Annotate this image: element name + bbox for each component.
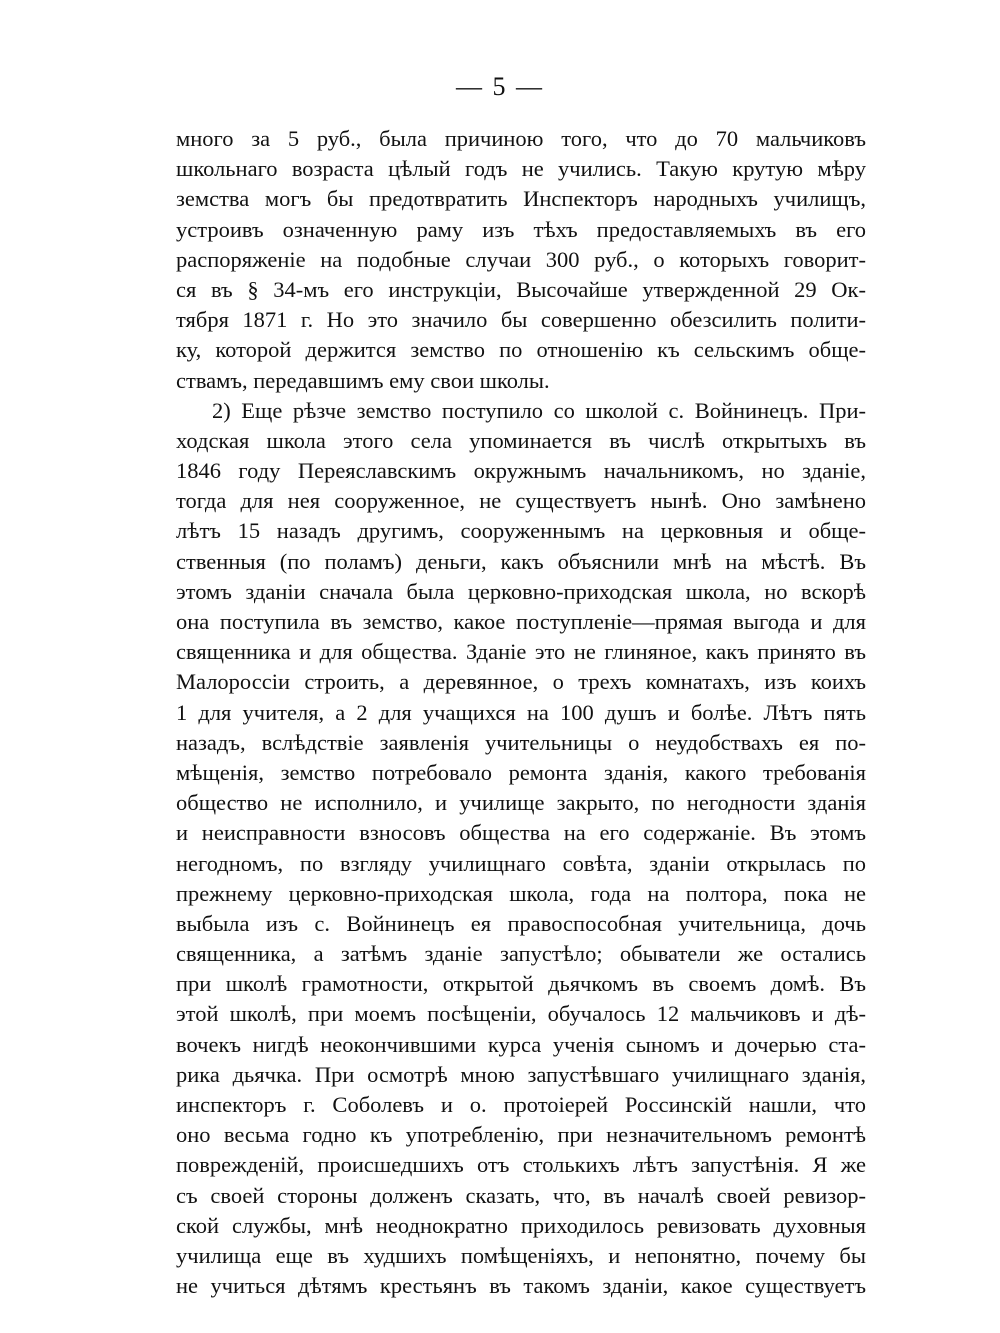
text-line: тогда для нея сооруженное, не существуетъ нынѣ. Оно замѣнено — [176, 488, 866, 514]
text-line: ся въ § 34-мъ его инструкціи, Высочайше утвержденной 29 Ок- — [176, 276, 866, 302]
text-line: тября 1871 г. Но это значило бы совершенно обезсилить полити- — [176, 307, 866, 333]
text-line: она поступила въ земство, какое поступленіе—прямая выгода и для — [176, 609, 866, 634]
text-line: ской службы, мнѣ неоднократно приходилось ревизовать духовныя — [176, 1212, 866, 1238]
text-line: назадъ, вслѣдствіе заявленія учительницы о неудобствахъ ея по- — [176, 729, 866, 755]
text-line: поврежденій, происшедшихъ отъ столькихъ лѣтъ запустѣнія. Я же — [176, 1152, 866, 1178]
text-line: земства могъ бы предотвратить Инспекторъ народныхъ училищъ, — [176, 186, 866, 212]
text-line: вочекъ нигдѣ неокончившими курса ученія сыномъ и дочерью ста- — [176, 1031, 866, 1057]
text-line: этой школѣ, при моемъ посѣщеніи, обучалось 12 мальчиковъ и дѣ- — [176, 1001, 866, 1027]
text-line: ку, которой держится земство по отношенію къ сельскимъ обще- — [176, 337, 866, 363]
text-line: этомъ зданіи сначала была церковно-приходская школа, но вскорѣ — [176, 578, 866, 604]
page-number: — 5 — — [456, 72, 544, 101]
text-line: оно весьма годно къ употребленію, при незначительномъ ремонтѣ — [176, 1122, 866, 1148]
text-line: священника и для общества. Зданіе это не глиняное, какъ принято въ — [176, 639, 866, 665]
text-line: лѣтъ 15 назадъ другимъ, сооруженнымъ на церковныя и обще- — [176, 518, 866, 544]
text-line: устроивъ означенную раму изъ тѣхъ предоставляемыхъ въ его — [176, 216, 866, 242]
text-line: училища еще въ худшихъ помѣщеніяхъ, и непонятно, почему бы — [176, 1242, 866, 1268]
text-line: общество не исполнило, и училище закрыто, по негодности зданія — [176, 790, 866, 816]
text-line: при школѣ грамотности, открытой дьячкомъ въ своемъ домѣ. Въ — [176, 971, 866, 997]
text-line: ственныя (по поламъ) деньги, какъ объяснили мнѣ на мѣстѣ. Въ — [176, 548, 866, 574]
text-line: инспекторъ г. Соболевъ и о. протоіерей Россинскій нашли, что — [176, 1092, 866, 1117]
text-line: 1846 году Переяславскимъ окружнымъ начальникомъ, но зданіе, — [176, 458, 866, 484]
body-text — [176, 124, 866, 1301]
text-line: 2) Еще рѣзче земство поступило со школой с. Войнинецъ. При- — [212, 397, 866, 423]
text-line: 1 для учителя, а 2 для учащихся на 100 душъ и болѣе. Лѣтъ пять — [176, 699, 866, 725]
text-line: съ своей стороны долженъ сказать, что, въ началѣ своей ревизор- — [176, 1182, 866, 1208]
text-line: мѣщенія, земство потребовало ремонта зданія, какого требованія — [176, 759, 866, 785]
text-line: ходская школа этого села упоминается въ числѣ открытыхъ въ — [176, 427, 866, 453]
text-line: много за 5 руб., была причиною того, что до 70 мальчиковъ — [176, 126, 866, 151]
text-line: священника, а затѣмъ зданіе запустѣло; обыватели же остались — [176, 941, 866, 967]
text-line: не учиться дѣтямъ крестьянъ въ такомъ зданіи, какое существуетъ — [176, 1273, 866, 1299]
text-line: школьнаго возраста цѣлый годъ не учились. Такую крутую мѣру — [176, 156, 866, 182]
text-line: и неисправности взносовъ общества на его содержаніе. Въ этомъ — [176, 820, 866, 846]
text-line: выбыла изъ с. Войнинецъ ея правоспособная учительница, дочь — [176, 910, 866, 936]
text-line: Малороссіи строить, а деревянное, о трехъ комнатахъ, изъ коихъ — [176, 669, 866, 695]
text-line: прежнему церковно-приходская школа, года на полтора, пока не — [176, 880, 866, 906]
text-line: негодномъ, по взгляду училищнаго совѣта, зданіи открылась по — [176, 850, 866, 876]
text-line: распоряженіе на подобные случаи 300 руб., о которыхъ говорит- — [176, 246, 866, 272]
text-line: рика дьячка. При осмотрѣ мною запустѣвшаго училищнаго зданія, — [176, 1061, 866, 1087]
text-line: ствамъ, передавшимъ ему свои школы. — [176, 367, 550, 393]
